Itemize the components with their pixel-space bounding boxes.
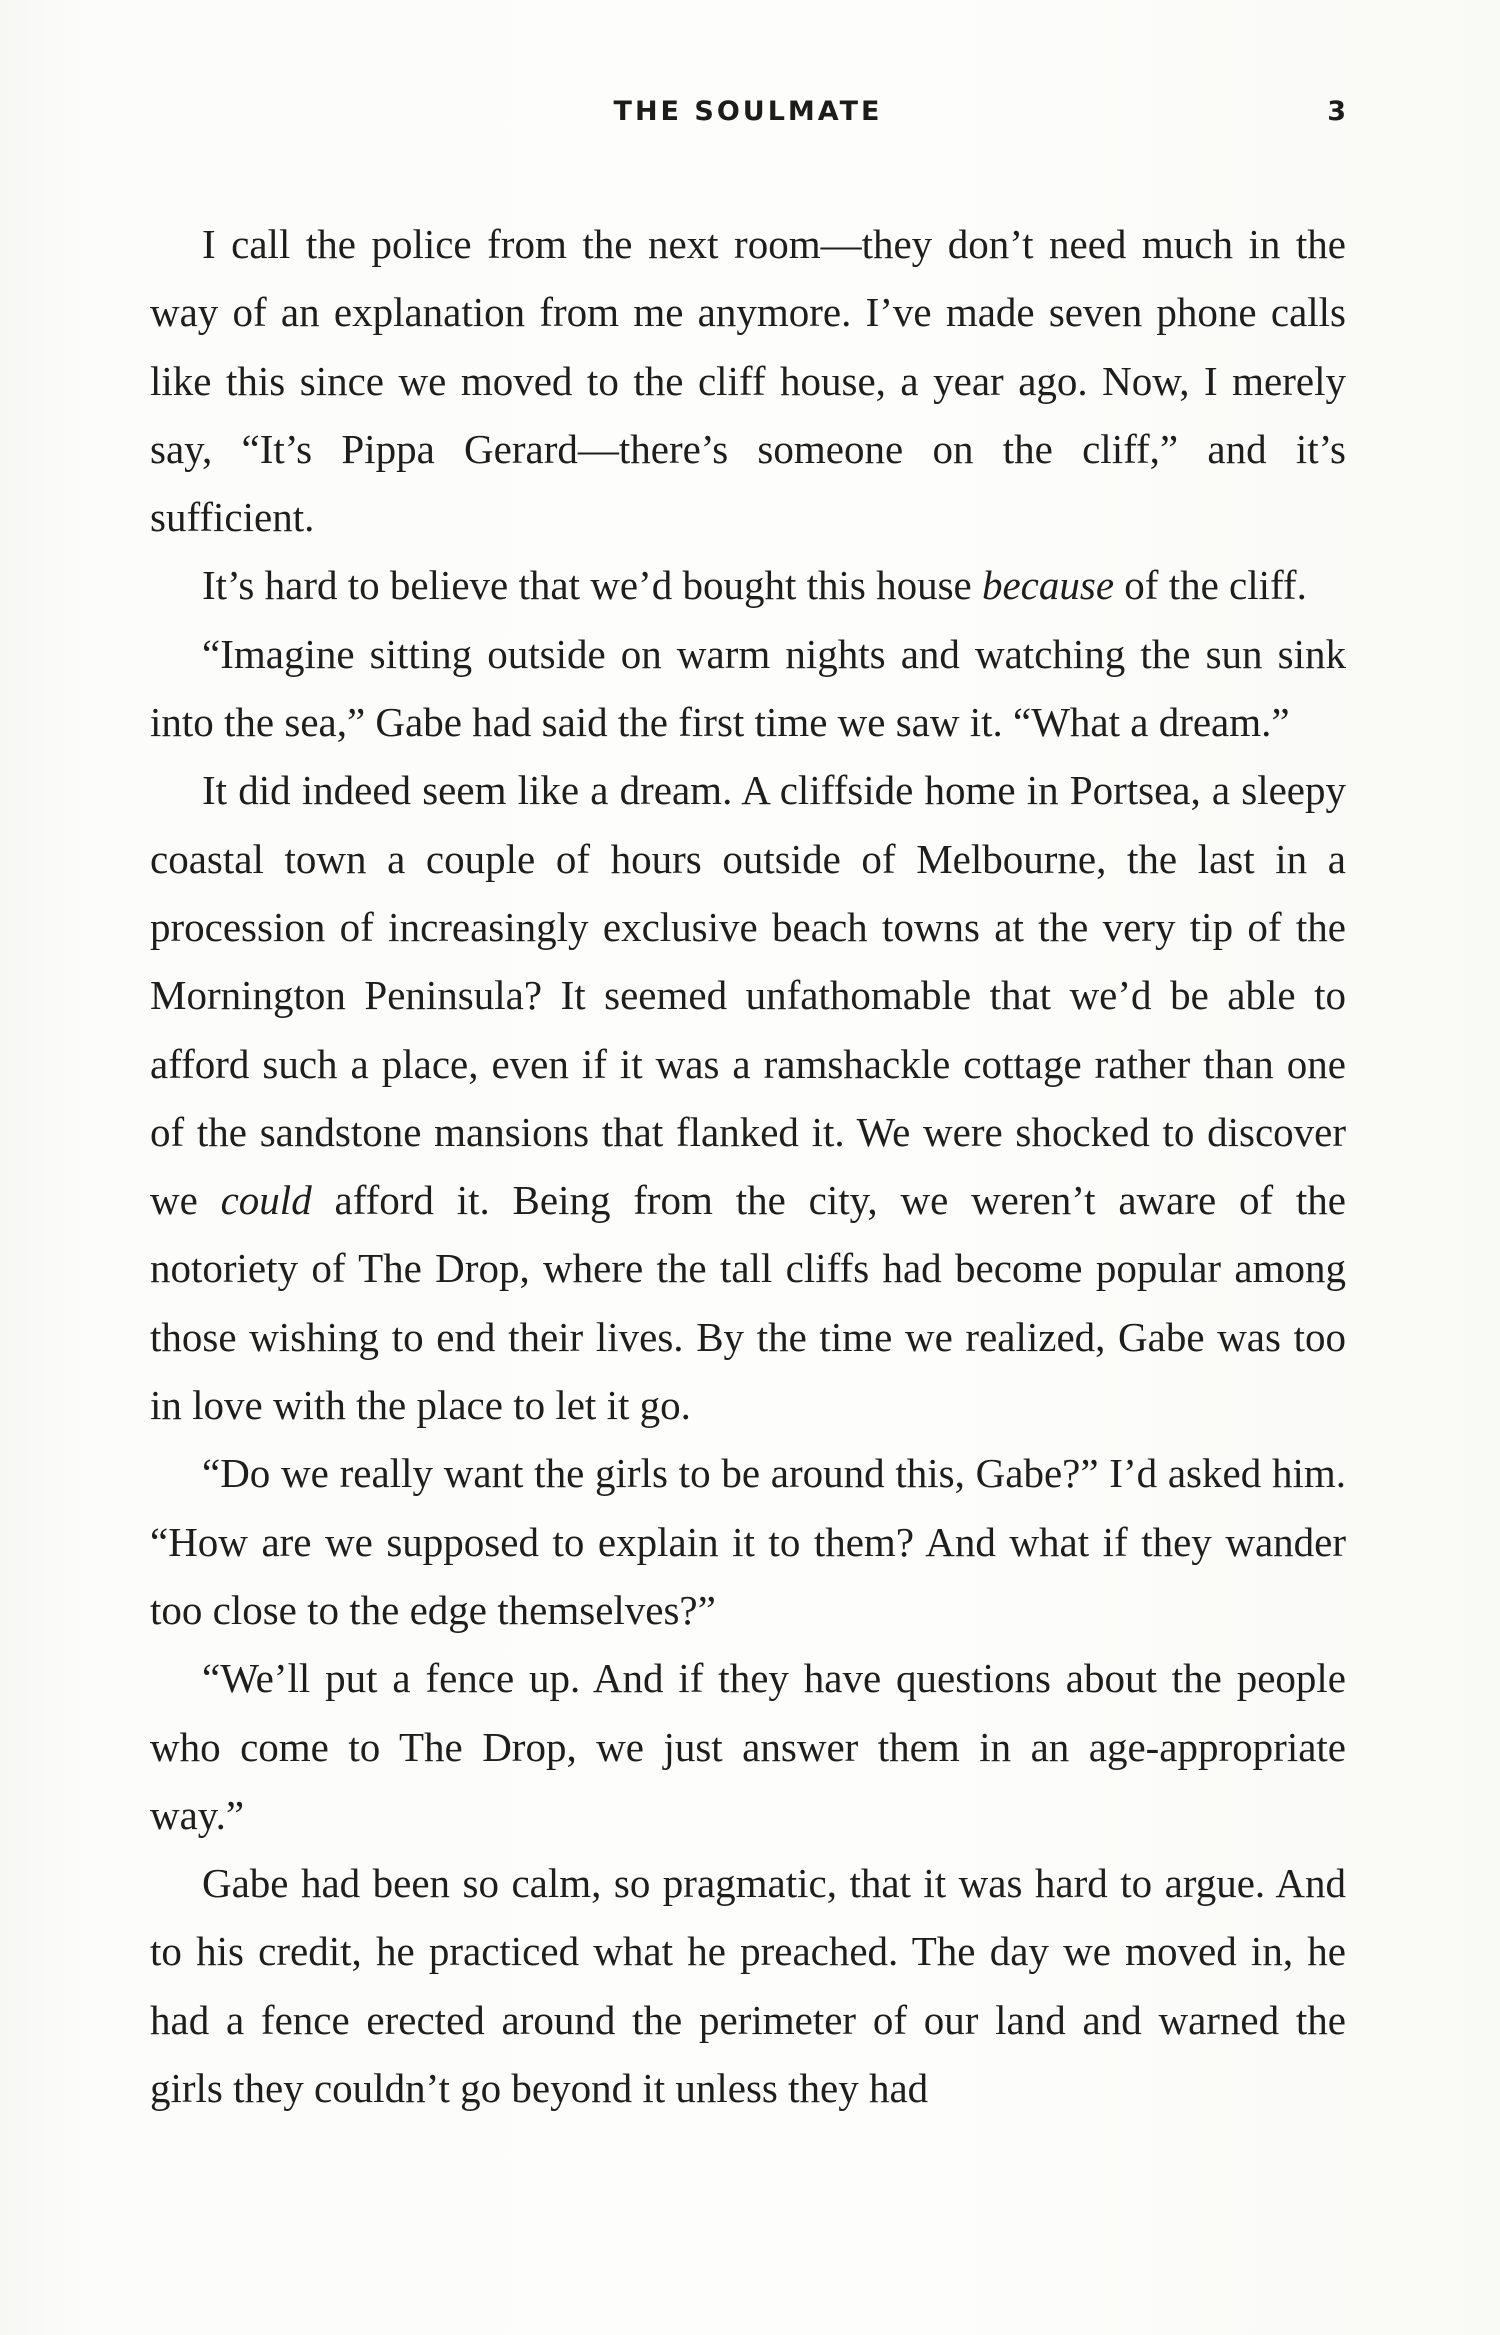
- paragraph: [150, 551, 1346, 619]
- text-run: of the cliff.: [1114, 562, 1307, 609]
- text-run: afford it. Being from the city, we weren’t aware of the notoriety of The Drop, where the tall cliffs had become popular among those wishing to end their lives. By the time we realized, Gabe was too in love with the place to let it go.: [150, 1177, 1347, 1429]
- page-number: 3: [1327, 96, 1346, 127]
- paragraph: [150, 1644, 1346, 1849]
- text-run: It’s hard to believe that we’d bought this house: [202, 562, 982, 609]
- body-text: [150, 210, 1346, 2122]
- text-run: Gabe had been so calm, so pragmatic, that it was hard to argue. And to his credit, he practiced what he preached. The day we moved in, he had a fence erected around the perimeter of our land and warned the girls they couldn’t go beyond it unless they had: [150, 1860, 1346, 2112]
- running-head: [150, 96, 1346, 146]
- text-run: I call the police from the next room—they don’t need much in the way of an explanation from me anymore. I’ve made seven phone calls like this since we moved to the cliff house, a year ago. Now, I merely say, “It’s Pippa Gerard—there’s someone on the cliff,” and it’s sufficient.: [150, 221, 1346, 541]
- text-run: It did indeed seem like a dream. A cliffside home in Portsea, a sleepy coastal town a couple of hours outside of Melbourne, the last in a procession of increasingly exclusive beach towns at the very tip of the Mornington Peninsula? It seemed unfathomable that we’d be able to afford such a place, even if it was a ramshackle cottage rather than one of the sandstone mansions that flanked it. We were shocked to discover we: [150, 767, 1346, 1224]
- text-run: “Imagine sitting outside on warm nights and watching the sun sink into the sea,” Gabe had said the first time we saw it. “What a dream.”: [150, 630, 1346, 746]
- text-run: “We’ll put a fence up. And if they have questions about the people who come to The Drop, we just answer them in an age-appropriate way.”: [150, 1655, 1346, 1838]
- book-title: THE SOULMATE: [613, 96, 883, 127]
- paragraph: [150, 1439, 1346, 1644]
- emphasis-text: could: [220, 1177, 312, 1224]
- paragraph: [150, 756, 1346, 1439]
- text-run: “Do we really want the girls to be around this, Gabe?” I’d asked him. “How are we supposed to explain it to them? And what if they wander too close to the edge themselves?”: [150, 1450, 1346, 1633]
- paragraph: [150, 620, 1346, 757]
- paragraph: [150, 210, 1346, 551]
- paragraph: [150, 1849, 1346, 2122]
- emphasis-text: because: [981, 562, 1115, 609]
